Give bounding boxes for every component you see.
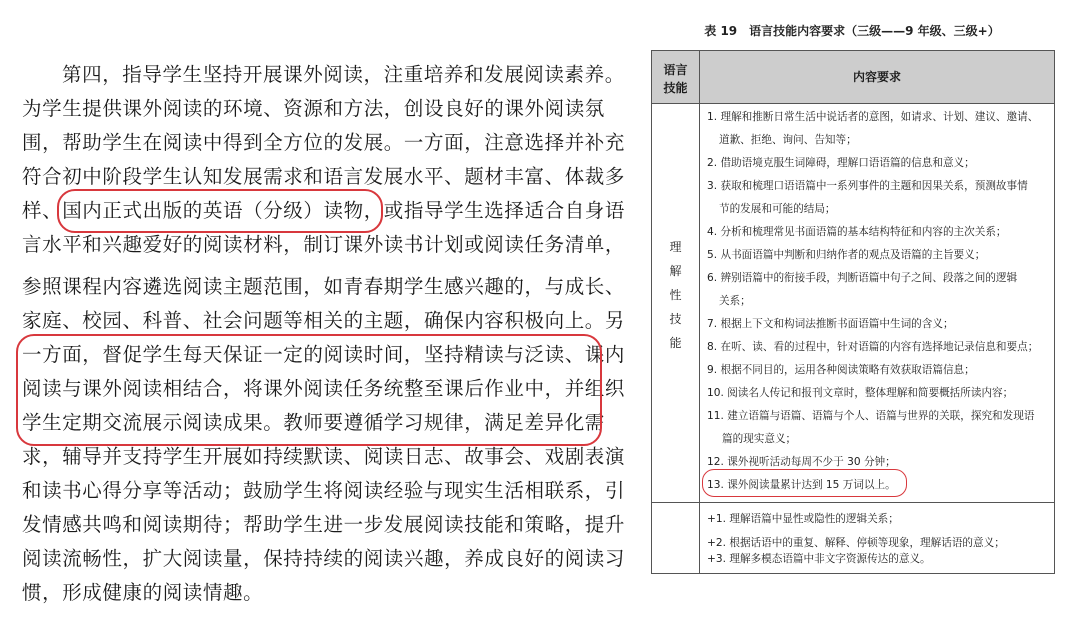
plus-requirement-item: +2. 根据话语中的重复、解释、停顿等现象，理解话语的意义； [707, 537, 1005, 549]
requirement-item: 1. 理解和推断日常生活中说话者的意图，如请求、计划、建议、邀请、 [707, 111, 1039, 123]
paragraph-line: 参照课程内容遴选阅读主题范围，如青春期学生感兴趣的，与成长、 [22, 275, 626, 298]
paragraph-line: 发情感共鸣和阅读期待；帮助学生进一步发展阅读技能和策略，提升 [22, 513, 626, 536]
header-line: 语言 [663, 63, 688, 77]
requirement-item: 13. 课外阅读量累计达到 15 万词以上。 [707, 479, 896, 491]
requirement-item: 2. 借助语境克服生词障碍，理解口语语篇的信息和意义； [707, 157, 975, 169]
paragraph-line: 一方面，督促学生每天保证一定的阅读时间，坚持精读与泛读、课内 [22, 343, 626, 366]
section-label-char: 性 [669, 288, 682, 302]
header-content-requirements: 内容要求 [852, 70, 901, 84]
requirement-item: 8. 在听、读、看的过程中，针对语篇的内容有选择地记录信息和要点； [707, 341, 1039, 353]
skills-table [651, 50, 1055, 574]
requirement-item: 9. 根据不同目的，运用各种阅读策略有效获取语篇信息； [707, 364, 975, 376]
paragraph-line: 第四，指导学生坚持开展课外阅读，注重培养和发展阅读素养。 [62, 63, 625, 86]
header-language-skill [652, 51, 700, 103]
requirement-item: 关系； [719, 295, 751, 307]
highlight-oval-reading-volume [702, 469, 907, 497]
requirement-item: 5. 从书面语篇中判断和归纳作者的观点及语篇的主旨要义； [707, 249, 986, 261]
section-label-char: 能 [669, 336, 682, 350]
requirement-item: 节的发展和可能的结局； [719, 203, 836, 215]
paragraph-line: 惯，形成健康的阅读情趣。 [22, 581, 264, 604]
highlight-oval-reading-time [16, 334, 602, 446]
row-divider [652, 502, 1054, 503]
paragraph-line: 阅读与课外阅读相结合，将课外阅读任务统整至课后作业中，并组织 [22, 377, 626, 400]
plus-requirement-item: +1. 理解语篇中显性或隐性的逻辑关系； [707, 513, 899, 525]
requirement-item: 3. 获取和梳理口语语篇中一系列事件的主题和因果关系，预测故事情 [707, 180, 1028, 192]
table-caption: 表 19 语言技能内容要求（三级——9 年级、三级+） [704, 24, 1000, 38]
paragraph-line: 和读书心得分享等活动；鼓励学生将阅读经验与现实生活相联系，引 [22, 479, 626, 502]
header-line: 技能 [663, 81, 688, 95]
requirement-item: 12. 课外视听活动每周不少于 30 分钟； [707, 456, 896, 468]
paragraph-line: 学生定期交流展示阅读成果。教师要遵循学习规律，满足差异化需 [22, 411, 605, 434]
highlight-oval-graded-readers [57, 189, 383, 233]
plus-requirement-item: +3. 理解多模态语篇中非文字资源传达的意义。 [707, 553, 931, 565]
paragraph-line: 样、国内正式出版的英语（分级）读物，或指导学生选择适合自身语 [22, 199, 626, 222]
table-header-row [652, 51, 1054, 104]
paragraph-line: 围，帮助学生在阅读中得到全方位的发展。一方面，注意选择并补充 [22, 131, 626, 154]
paragraph-line: 求，辅导并支持学生开展如持续默读、阅读日志、故事会、戏剧表演 [22, 445, 626, 468]
paragraph-line: 言水平和兴趣爱好的阅读材料，制订课外读书计划或阅读任务清单， [22, 233, 626, 256]
requirement-item: 10. 阅读名人传记和报刊文章时，整体理解和简要概括所读内容； [707, 387, 1014, 399]
requirement-item: 道歉、拒绝、询问、告知等； [719, 134, 857, 146]
paragraph-line: 为学生提供课外阅读的环境、资源和方法，创设良好的课外阅读氛 [22, 97, 605, 120]
paragraph-line: 阅读流畅性，扩大阅读量，保持持续的阅读兴趣，养成良好的阅读习 [22, 547, 626, 570]
requirement-item: 4. 分析和梳理常见书面语篇的基本结构特征和内容的主次关系； [707, 226, 1007, 238]
section-label-char: 理 [669, 240, 682, 254]
paragraph-line: 家庭、校园、科普、社会问题等相关的主题，确保内容积极向上。另 [22, 309, 626, 332]
requirement-item: 7. 根据上下文和构词法推断书面语篇中生词的含义； [707, 318, 954, 330]
section-label-char: 解 [669, 264, 682, 278]
section-label-char: 技 [669, 312, 682, 326]
paragraph-line: 符合初中阶段学生认知发展需求和语言发展水平、题材丰富、体裁多 [22, 165, 626, 188]
requirement-item: 篇的现实意义； [722, 433, 797, 445]
requirement-item: 11. 建立语篇与语篇、语篇与个人、语篇与世界的关联，探究和发现语 [707, 410, 1035, 422]
requirement-item: 6. 辨别语篇中的衔接手段，判断语篇中句子之间、段落之间的逻辑 [707, 272, 1018, 284]
